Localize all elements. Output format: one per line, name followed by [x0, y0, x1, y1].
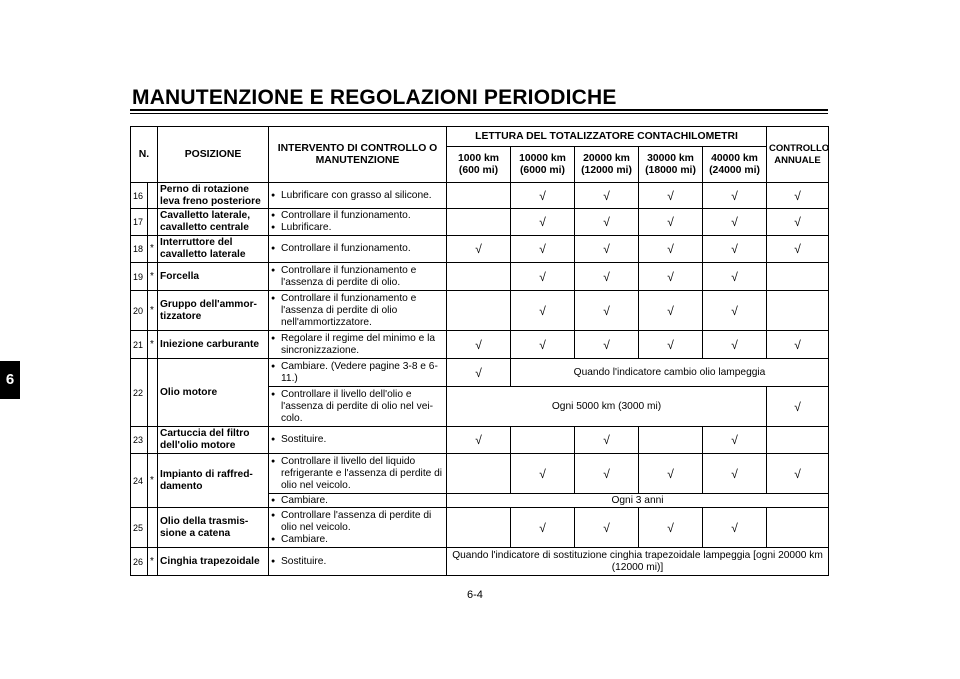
check-mark: √	[703, 183, 767, 209]
check-mark: √	[767, 387, 829, 427]
list-item: ● Sostituire.	[271, 434, 444, 446]
table-row	[131, 209, 829, 236]
row-position: Interruttore del cavalletto laterale	[158, 236, 269, 263]
row-intervention	[269, 209, 447, 236]
row-intervention	[269, 387, 447, 427]
row-position: Iniezione carburante	[158, 331, 269, 359]
interval-note: Ogni 3 anni	[447, 494, 829, 508]
row-position: Impianto di raffred-damento	[158, 454, 269, 508]
row-intervention	[269, 183, 447, 209]
check-mark: √	[703, 291, 767, 331]
check-mark: √	[511, 291, 575, 331]
row-intervention	[269, 454, 447, 494]
check-mark: √	[447, 331, 511, 359]
check-mark: √	[447, 359, 511, 387]
check-mark: √	[703, 263, 767, 291]
check-mark: √	[511, 236, 575, 263]
row-star: *	[148, 454, 158, 508]
interval-note: Quando l'indicatore cambio olio lampeggia	[511, 359, 829, 387]
row-position: Forcella	[158, 263, 269, 291]
row-intervention	[269, 548, 447, 576]
row-intervention	[269, 359, 447, 387]
row-position: Perno di rotazione leva freno posteriore	[158, 183, 269, 209]
check-mark: √	[575, 209, 639, 236]
row-number: 23	[131, 427, 148, 454]
page-number: 6-4	[467, 589, 483, 601]
row-star: *	[148, 236, 158, 263]
list-item: ● Controllare il livello dell'olio e l'assenza di perdite di olio nel vei-colo.	[271, 389, 444, 425]
check-mark: √	[575, 263, 639, 291]
table-row	[131, 183, 829, 209]
check-mark: √	[639, 331, 703, 359]
row-position: Olio motore	[158, 359, 269, 427]
check-mark: √	[703, 209, 767, 236]
check-mark: √	[767, 331, 829, 359]
check-mark: √	[575, 427, 639, 454]
check-mark: √	[639, 454, 703, 494]
table-row	[131, 359, 829, 387]
check-mark: √	[511, 454, 575, 494]
list-item: ● Controllare il funzionamento.	[271, 243, 444, 255]
check-mark: √	[703, 454, 767, 494]
row-position: Gruppo dell'ammor-tizzatore	[158, 291, 269, 331]
check-mark: √	[767, 209, 829, 236]
row-intervention	[269, 291, 447, 331]
row-position: Olio della trasmis-sione a catena	[158, 508, 269, 548]
page-title: MANUTENZIONE E REGOLAZIONI PERIODICHE	[132, 86, 617, 109]
header-km-20000: 20000 km (12000 mi)	[575, 147, 639, 183]
list-item: ● Controllare il funzionamento e l'assenza di perdite di olio nell'ammortizzatore.	[271, 293, 444, 329]
row-number: 25	[131, 508, 148, 548]
check-mark: √	[447, 236, 511, 263]
check-mark: √	[575, 183, 639, 209]
interval-note: Ogni 5000 km (3000 mi)	[447, 387, 767, 427]
check-mark: √	[447, 427, 511, 454]
check-mark: √	[703, 508, 767, 548]
list-item: ● Controllare il funzionamento e l'assenza di perdite di olio.	[271, 265, 444, 289]
header-km-30000: 30000 km (18000 mi)	[639, 147, 703, 183]
check-mark: √	[511, 209, 575, 236]
check-mark: √	[703, 331, 767, 359]
maintenance-table	[130, 126, 829, 576]
header-km-10000: 10000 km (6000 mi)	[511, 147, 575, 183]
header-km-40000: 40000 km (24000 mi)	[703, 147, 767, 183]
check-mark: √	[639, 183, 703, 209]
check-mark: √	[639, 236, 703, 263]
row-star: *	[148, 548, 158, 576]
row-position: Cinghia trapezoidale	[158, 548, 269, 576]
row-number: 24	[131, 454, 148, 508]
check-mark: √	[575, 331, 639, 359]
row-intervention	[269, 508, 447, 548]
row-number: 20	[131, 291, 148, 331]
table-row	[131, 263, 829, 291]
title-rule-thin	[130, 113, 828, 114]
list-item: ● Cambiare.	[271, 495, 444, 507]
table-row	[131, 508, 829, 548]
row-intervention	[269, 331, 447, 359]
interval-note: Quando l'indicatore di sostituzione cinghia trapezoidale lampeggia [ogni 20000 km (12000 mi)]	[447, 548, 829, 576]
row-star: *	[148, 331, 158, 359]
row-number: 26	[131, 548, 148, 576]
check-mark: √	[575, 291, 639, 331]
list-item: ● Lubrificare con grasso al silicone.	[271, 190, 444, 202]
check-mark: √	[639, 209, 703, 236]
table-row	[131, 331, 829, 359]
row-star	[148, 508, 158, 548]
check-mark: √	[767, 236, 829, 263]
check-mark: √	[511, 183, 575, 209]
header-n: N.	[131, 127, 158, 183]
row-star	[148, 427, 158, 454]
check-mark: √	[575, 508, 639, 548]
check-mark: √	[767, 183, 829, 209]
list-item: ● Lubrificare.	[271, 222, 444, 234]
row-star: *	[148, 263, 158, 291]
table-row	[131, 427, 829, 454]
check-mark: √	[703, 236, 767, 263]
check-mark: √	[575, 454, 639, 494]
header-controllo-annuale: CONTROLLO ANNUALE	[767, 127, 829, 183]
check-mark: √	[703, 427, 767, 454]
header-km-1000: 1000 km (600 mi)	[447, 147, 511, 183]
row-number: 17	[131, 209, 148, 236]
check-mark: √	[767, 454, 829, 494]
row-star	[148, 183, 158, 209]
list-item: ● Cambiare. (Vedere pagine 3-8 e 6-11.)	[271, 361, 444, 385]
row-position: Cartuccia del filtro dell'olio motore	[158, 427, 269, 454]
check-mark: √	[511, 331, 575, 359]
row-star	[148, 209, 158, 236]
table-row	[131, 236, 829, 263]
check-mark: √	[511, 508, 575, 548]
row-number: 21	[131, 331, 148, 359]
row-star: *	[148, 291, 158, 331]
header-lettura: LETTURA DEL TOTALIZZATORE CONTACHILOMETRI	[447, 127, 767, 147]
list-item: ● Sostituire.	[271, 556, 444, 568]
list-item: ● Controllare il livello del liquido refrigerante e l'assenza di perdite di olio nel veicolo.	[271, 456, 444, 492]
check-mark: √	[575, 236, 639, 263]
list-item: ● Controllare il funzionamento.	[271, 210, 444, 222]
header-intervento: INTERVENTO DI CONTROLLO O MANUTENZIONE	[269, 127, 447, 183]
list-item: ● Regolare il regime del minimo e la sincronizzazione.	[271, 333, 444, 357]
check-mark: √	[511, 263, 575, 291]
row-number: 18	[131, 236, 148, 263]
row-intervention	[269, 427, 447, 454]
row-number: 16	[131, 183, 148, 209]
row-intervention	[269, 236, 447, 263]
list-item: ● Controllare l'assenza di perdite di olio nel veicolo.	[271, 510, 444, 534]
table-row	[131, 548, 829, 576]
check-mark: √	[639, 291, 703, 331]
section-tab: 6	[0, 361, 20, 399]
row-position: Cavalletto laterale, cavalletto centrale	[158, 209, 269, 236]
table-row	[131, 454, 829, 494]
table-row	[131, 291, 829, 331]
row-number: 22	[131, 359, 148, 427]
list-item: ● Cambiare.	[271, 534, 444, 546]
row-intervention	[269, 263, 447, 291]
row-intervention	[269, 494, 447, 508]
title-rule	[130, 109, 828, 111]
header-posizione: POSIZIONE	[158, 127, 269, 183]
row-number: 19	[131, 263, 148, 291]
row-star	[148, 359, 158, 427]
check-mark: √	[639, 508, 703, 548]
check-mark: √	[639, 263, 703, 291]
